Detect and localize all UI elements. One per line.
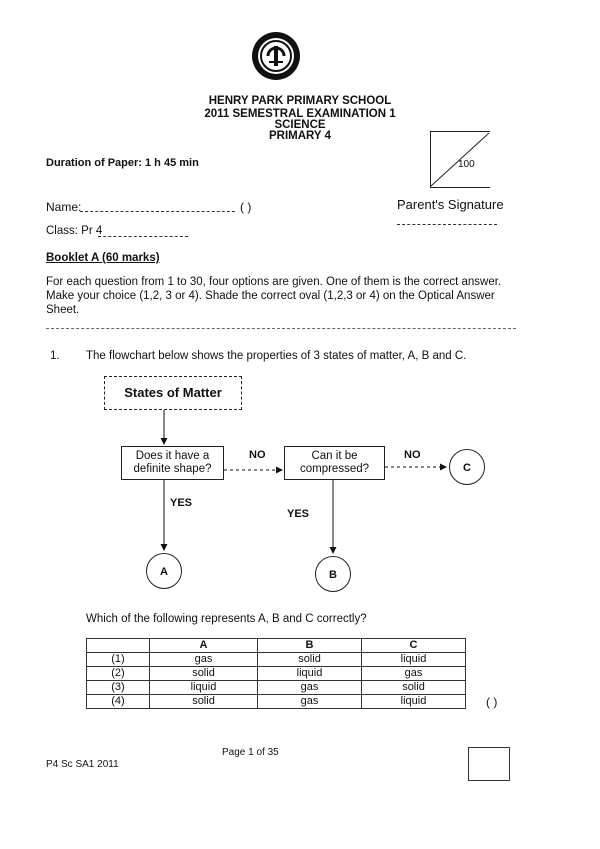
table-row[interactable]: [87, 653, 466, 667]
flowchart-root: States of Matter: [104, 376, 242, 410]
table-cell: solid: [258, 653, 362, 667]
table-header-cell: C: [362, 639, 466, 653]
register-number-field[interactable]: ( ): [240, 200, 252, 214]
flowchart-yes-label: YES: [287, 508, 310, 520]
table-cell: gas: [362, 667, 466, 681]
name-label: Name:: [46, 200, 82, 214]
level-title: PRIMARY 4: [269, 130, 331, 142]
option-number: (3): [87, 681, 150, 695]
table-cell: liquid: [150, 681, 258, 695]
score-value: 100: [458, 159, 475, 170]
table-header-cell: B: [258, 639, 362, 653]
option-number: (2): [87, 667, 150, 681]
school-name: HENRY PARK PRIMARY SCHOOL: [208, 95, 392, 107]
flowchart-question-shape: Does it have a definite shape?: [121, 446, 224, 480]
subject-title: SCIENCE: [274, 119, 326, 131]
flowchart-yes-label: YES: [170, 497, 193, 509]
table-cell: solid: [150, 695, 258, 709]
flowchart-node-b: B: [315, 556, 351, 592]
table-cell: liquid: [362, 653, 466, 667]
table-row[interactable]: [87, 695, 466, 709]
page-score-box[interactable]: [468, 747, 510, 781]
flowchart-no-label: NO: [249, 449, 266, 461]
paper-code: P4 Sc SA1 2011: [46, 759, 119, 770]
page-number: Page 1 of 35: [222, 747, 279, 758]
instructions-text: For each question from 1 to 30, four options are given. One of them is the correct answer. Make your choice (1,2, 3 or 4). Shade the correct oval (1,2,3 or 4) on the Optical Answer Sheet.: [46, 276, 502, 316]
answer-field[interactable]: ( ): [486, 695, 498, 709]
class-label: Class: Pr 4: [46, 225, 103, 237]
duration-text: Duration of Paper: 1 h 45 min: [46, 157, 199, 169]
option-number: (1): [87, 653, 150, 667]
flowchart-no-label: NO: [404, 449, 421, 461]
table-header-cell: [87, 639, 150, 653]
question-text: The flowchart below shows the properties of 3 states of matter, A, B and C.: [86, 350, 467, 362]
table-row[interactable]: [87, 681, 466, 695]
parent-signature-caption: Parent's Signature: [397, 197, 504, 212]
exam-title: 2011 SEMESTRAL EXAMINATION 1: [204, 108, 396, 120]
flowchart-node-c: C: [449, 449, 485, 485]
flowchart-node-a: A: [146, 553, 182, 589]
booklet-heading: Booklet A (60 marks): [46, 252, 160, 264]
table-cell: liquid: [258, 667, 362, 681]
flowchart-question-compress: Can it be compressed?: [284, 446, 385, 480]
table-cell: gas: [258, 695, 362, 709]
table-cell: solid: [362, 681, 466, 695]
option-number: (4): [87, 695, 150, 709]
answer-options-table: [86, 638, 466, 709]
table-cell: gas: [150, 653, 258, 667]
table-row[interactable]: [87, 667, 466, 681]
question-number: 1.: [50, 350, 60, 362]
table-cell: solid: [150, 667, 258, 681]
table-cell: liquid: [362, 695, 466, 709]
table-cell: gas: [258, 681, 362, 695]
table-header-cell: A: [150, 639, 258, 653]
question-prompt: Which of the following represents A, B and C correctly?: [86, 613, 367, 625]
table-header-row: [87, 639, 466, 653]
